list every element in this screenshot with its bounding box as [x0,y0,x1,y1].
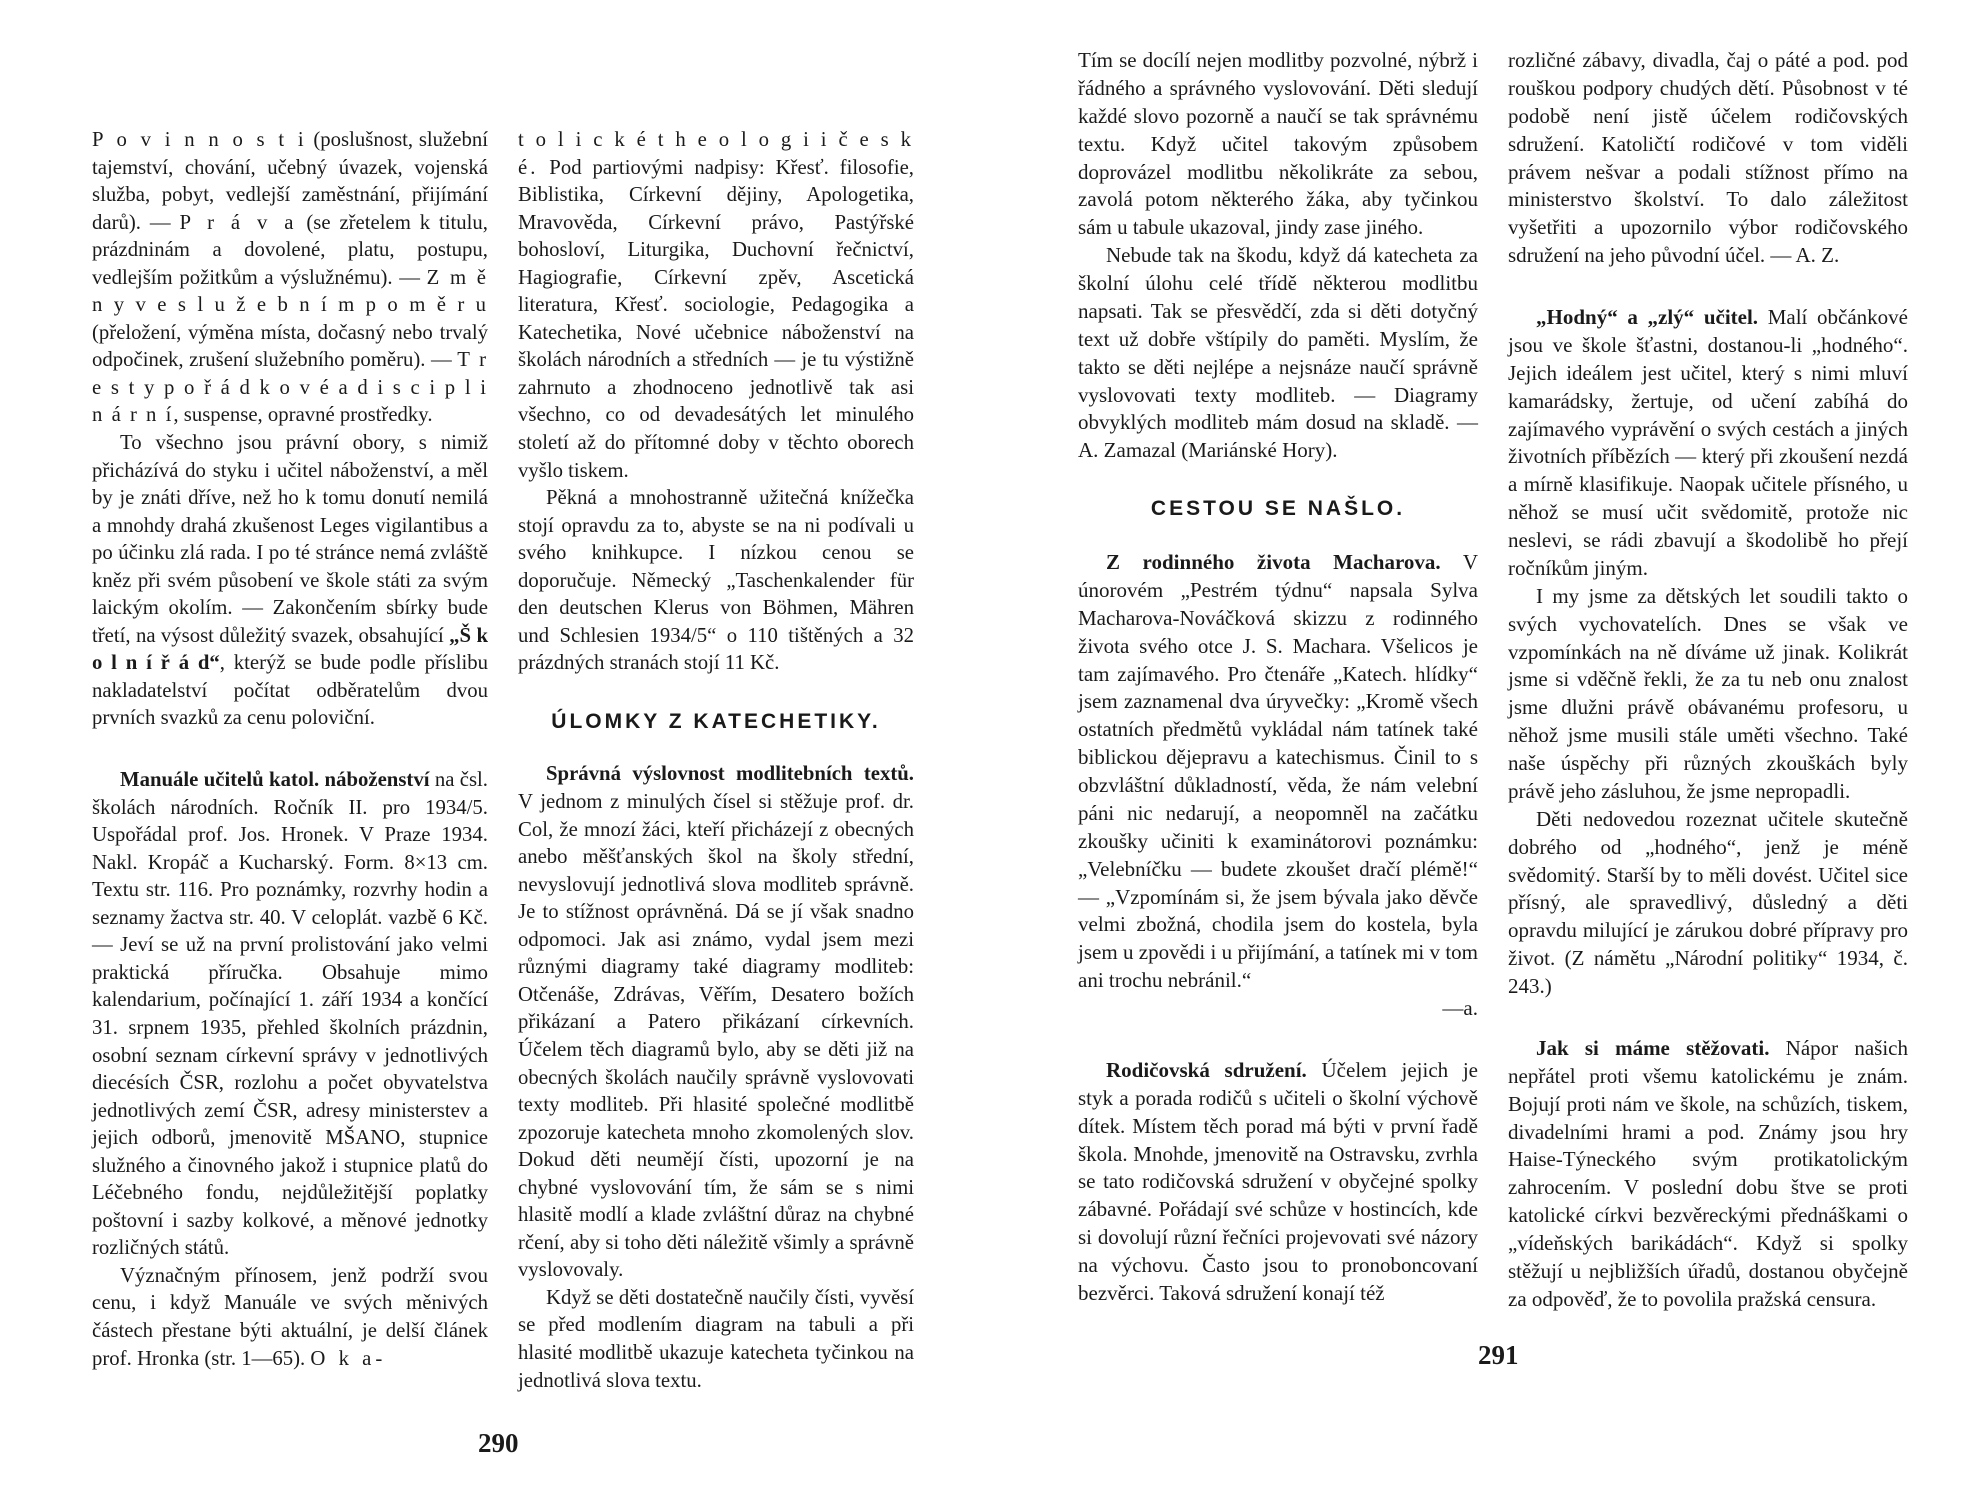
right-col1-signature: —a. [1442,996,1478,1020]
left-col1-legal-paragraph: To všechno jsou právní obory, s nimiž přicházívá do styku i učitel náboženství, a měl by je znáti dříve, než ho k tomu donutí nemilá a mnohdy drahá zkušenost Leges vigilantibus a po účinku zlá rada. I po té stránce nemá zvláště kněz při svém působení ve škole státi za svým laickým okolím. — Zakončením sbírky bude třetí, na výsost důležitý svazek, obsahující „Š k o l n í ř á d“, kterýž se bude podle příslibu nakladatelství počítat odběratelům dvou prvních svazků za cenu poloviční. [92,432,488,730]
left-col2-theology-paragraph: t o l i c k é t h e o l o g i i č e s k é. Pod partiovými nadpisy: Křesť. filosofie, Biblistika, Církevní dějiny, Apologetika, Mravověda, Církevní právo, Pastýřské bohosloví, Liturgika, Duchovní řečnictví, Hagiografie, Církevní zpěv, Ascetická literatura, Křesť. sociologie, Pedagogika a Katechetika, Nové učebnice náboženství na školách národních a středních — je tu výstižně zahrnuto a zhodnoceno jednotlivě tak asi všechno, co od devadesátých let minulého století až do přítomné doby v těchto oborech vyšlo tiskem. [518,129,914,482]
left-col1-hronek-paragraph: Význačným přínosem, jenž podrží svou cenu, i když Manuále ve svých měnivých částech přestane býti aktuální, je delší článek prof. Hronka (str. 1—65). O k a- [92,1264,488,1370]
left-col1-duties-paragraph: P o v i n n o s t i (poslušnost, služební tajemství, chování, učebný úvazek, vojenská služba, pobyt, vedlejší zaměstnání, přijímání darů). — P r á v a (se zřetelem k titulu, prázdninám a dovolené, platu, postupu, vedlejším požitkům a výslužnému). — Z m ě n y v e s l u ž e b n í m p o m ě r u (přeložení, výměna místa, dočasný nebo trvalý odpočinek, zrušení služebního poměru). — T r e s t y p o ř á d k o v é a d i s c i p l i n á r n í, suspense, opravné prostředky. [92,129,488,427]
right-col2-complaints-article: Jak si máme stěžovati. Nápor našich nepřátel proti všemu katolickému je znám. Bojují proti nám ve škole, na schůzích, tiskem, divadelními hrami a pod. Známy jsou hry Haise-Týneckého svým protikatolickým zahrocením. V poslední dobu štve se proti katolické církvi bezvěreckými přednáškami o „vídeňských barikádách“. Když si spolky stěžují u nejbližších úřadů, dostanou obyčejně za odpověď, že to povolila pražská censura. [1508,1035,1908,1311]
right-col2-parents-continued: rozličné zábavy, divadla, čaj o páté a pod. pod rouškou podpory chudých dětí. Působnost v té podobě není jistě účelem rodičovských sdružení. Katoličtí rodičové v tom viděli právem nešvar a podali stížnost přímo na ministerstvo školství. To dalo záležitost vyšetřiti a upozornilo výbor rodičovského sdružení na jeho původní účel. — A. Z. [1508,48,1908,268]
left-col2-booklet-paragraph: Pěkná a mnohostranně užitečná knížečka stojí opravdu za to, abyste se na ni podívali u svého knihkupce. I nízkou cenou se doporučuje. Německý „Taschenkalender für den deutschen Klerus von Böhmen, Mähren und Schlesien 1934/5“ o 110 tištěných a 32 prázdných stranách stojí 11 Kč. [518,487,914,675]
left-page-column-2 [518,127,914,1395]
right-col1-homework-paragraph: Nebude tak na škodu, když dá katecheta za školní úlohu celé třídě některou modlitbu napsati. Tak se přesvědčí, zda si děti dotyčný text už dobře vštípily do paměti. Myslím, že takto se děti nejlépe a nejsnáze naučí správně vyslovovati texty modliteb. — Diagramy obvyklých modliteb mám dosud na skladě. — A. Zamazal (Mariánské Hory). [1078,243,1478,463]
left-page-column-1 [92,127,488,1373]
left-col2-pronunciation-article: Správná výslovnost modlitebních textů. V jednom z minulých čísel si stěžuje prof. dr. Col, že mnozí žáci, kteří přicházejí z obecných anebo měšťanských škol na školy střední, nevyslovují jednotlivá slova modliteb správně. Je to stížnost oprávněná. Dá se jí však snadno odpomoci. Jak asi známo, vydal jsem mezi různými diagramy také diagramy modliteb: Otčenáše, Zdrávas, Věřím, Desatero božích přikázaní a Patero přikázaní církevních. Účelem těch diagramů bylo, aby se děti již na obecných školách naučily správně vyslovovati texty modliteb. Při hlasité společné modlitbě zpozoruje katecheta mnoho zkomolených slov. Dokud děti neumějí čísti, upozorní je na chybné vyslovování tím, že sám se s nimi hlasitě modlí a klade zvláštní důraz na chybné rčení, aby si toho děti náležitě všimly a správně vyslovovaly. [518,763,914,1282]
right-col2-teacher-article: „Hodný“ a „zlý“ učitel. Malí občánkové jsou ve škole šťastni, dostanou-li „hodného“. Jejich ideálem jest učitel, který s nimi mluví kamarádsky, žertuje, od učení zabíhá do zajímavého vyprávění o svých cestách a jiných životních příbězích — který při zkoušení nezdá a mírně klasifikuje. Naopak učitele přísného, u něhož se musí učit svědomitě, protože nic neslevi, se rádi zbavují a škodolibě ho přejí ročníkům jiným. [1508,305,1908,580]
right-col1-machar-article: Z rodinného života Macharova. V únorovém „Pestrém týdnu“ napsala Sylva Macharova-Nováčková skizzu z rodinného života svého otce J. S. Machara. Všelicos je tam zajímavého. Pro čtenáře „Katech. hlídky“ jsem zaznamenal dva úryvečky: „Kromě všech ostatních předmětů vykládal nám tatínek také biblickou dějepravu a katechismus. Činil to s obzvláštní důkladností, věda, že nám velební páni nic nedarují, a neopomněl na začátku zkoušky učiniti k examinátorovi poznámku: „Velebníčku — budete zkoušet dračí plémě!“ — „Vzpomínám si, že jsem bývala jako děvče velmi zbožná, chodila jsem do kostela, byla jsem u zpovědi i u přijímání, a tatínek mi v tom ani trochu nebránil.“ [1078,550,1478,993]
left-col2-diagram-paragraph: Když se děti dostatečně naučily čísti, vyvěsí se před modlením diagram na tabuli a při hlasité modlitbě ukazuje katecheta tyčinkou na jednotlivá slova textu. [518,1286,914,1392]
right-page-column-2 [1508,47,1908,1314]
right-col2-good-teacher-paragraph: Děti nedovedou rozeznat učitele skutečně dobrého od „hodného“, jenž je méně svědomitý. Starší by to měli dovést. Učitel sice přísný, ale spravedlivý, důsledný a děti opravdu milující je zárukou dobré přípravy pro život. (Z námětu „Národní politiky“ 1934, č. 243.) [1508,806,1908,998]
left-col1-manuale-review: Manuále učitelů katol. náboženství na čsl. školách národních. Ročník II. pro 1934/5. Uspořádal prof. Jos. Hronek. V Praze 1934. Nakl. Kropáč a Kucharský. Form. 8×13 cm. Textu str. 116. Pro poznámky, rozvrhy hodin a seznamy žactva str. 40. V celoplát. vazbě 6 Kč. — Jeví se už na první prolistování jako velmi praktická příručka. Obsahuje mimo kalendarium, počínající 1. září 1934 a končící 31. srpnem 1935, přehled školních prázdnin, osobní seznam církevní správy v jednotlivých diecésích ČSR, rozlohu a počet obyvatelstva jednotlivých zemí ČSR, adresy ministerstev a jejich odborů, jmenovitě MŠANO, stupnice služného a činovného jakož i stupnice platů do Léčebného fondu, nejdůležitější poplatky poštovní i sazby kolkové, a měnové jednotky rozličných států. [92,769,488,1260]
right-col1-prayer-paragraph: Tím se docílí nejen modlitby pozvolné, nýbrž i řádného a správného vyslovování. Děti sledují každé slovo pozorně a naučí se tak správnému textu. Když učitel takovým způsobem doprovázel modlitbu několikráte za sebou, zavolá potom některého žáka, aby tyčinkou sám u tabule ukazoval, jindy zase jiného. [1078,48,1478,240]
right-col1-parents-article: Rodičovská sdružení. Účelem jejich je styk a porada rodičů s učiteli o školní výchově dítek. Místem těch porad má býti v první řadě škola. Mnohde, jmenovitě na Ostravsku, zvrhla se tato rodičovská sdružení v obyčejné spolky zábavné. Pořádají své schůze v hostincích, kde si dovolují různí řečníci projevovati své názory na výchovu. Často jsou to pronoboncovaní bezvěrci. Taková sdružení konají též [1078,1057,1478,1305]
section-heading-cestou: CESTOU SE NAŠLO. [1150,497,1406,521]
right-page-number: 291 [1478,1340,1519,1370]
right-col2-memories-paragraph: I my jsme za dětských let soudili takto o svých vychovatelích. Dnes se však ve vzpomínkách na ně díváme už jinak. Kolikrát jsme si vděčně řekli, že za tu neb onu znalost jsme dlužni právě obávanému profesoru, u něhož jsme musili stále uměti všechno. Také naše úspěchy při různých zkouškách byly právě jeho zásluhou, že jsme nepropadli. [1508,583,1908,803]
right-page-column-1 [1078,47,1478,1308]
section-heading-katechetika: ÚLOMKY Z KATECHETIKY. [551,709,881,733]
left-page-number: 290 [478,1428,519,1458]
